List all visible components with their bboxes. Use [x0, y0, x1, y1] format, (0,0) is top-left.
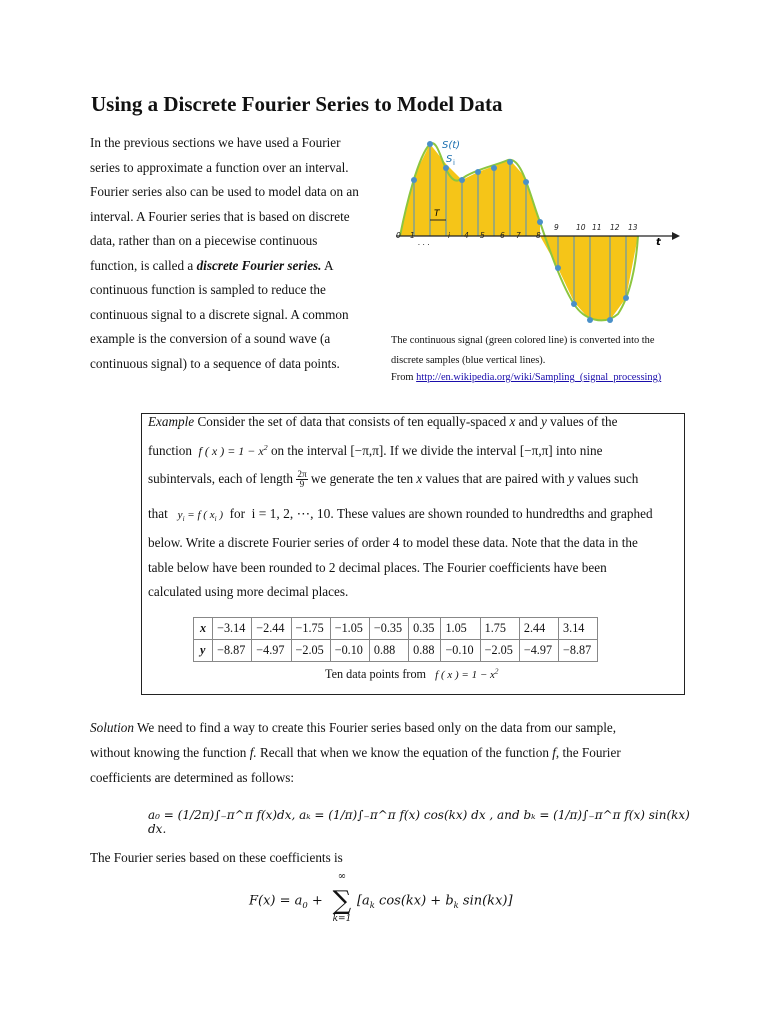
example-line-1 [148, 414, 684, 430]
table-cell: −4.97 [252, 640, 291, 662]
table-cell: −2.44 [252, 618, 291, 640]
tick-label: 11 [592, 223, 602, 232]
tick-label: 9 [554, 223, 559, 232]
sample-point [491, 165, 497, 171]
example-label: Example [148, 414, 195, 429]
caption-line: discrete samples (blue vertical lines). [391, 355, 546, 366]
var-x: x [416, 470, 423, 486]
example-text: for [229, 506, 245, 521]
example-text: that [148, 506, 168, 521]
tick-label: 12 [610, 223, 620, 232]
intro-line: data, rather than on a piecewise continuous [90, 233, 318, 248]
example-line-3 [148, 470, 684, 489]
example-line-7: calculated using more decimal places. [148, 584, 349, 599]
sample-point [427, 141, 433, 147]
yi-formula [177, 509, 223, 524]
intro-paragraph [90, 131, 382, 376]
yi-rest: = f ( x [184, 509, 215, 521]
example-text: values of the [546, 414, 618, 429]
intro-emphasis: discrete Fourier series. [196, 257, 322, 273]
series-cos: cos(kx) + b [374, 893, 454, 909]
intro-line: In the previous sections we have used a Fourier [90, 135, 341, 150]
tick-label: 0 [396, 231, 401, 240]
solution-line-1 [90, 720, 690, 736]
example-text: and [515, 414, 541, 429]
table-cell: −3.14 [213, 618, 252, 640]
series-plus: + [307, 893, 323, 909]
fraction-numerator: 2π [297, 469, 307, 479]
solution-text: We need to find a way to create this Fourier series based only on the data from our sample, [133, 720, 617, 735]
table-cell: −1.75 [291, 618, 330, 640]
sum-top: ∞ [337, 871, 347, 882]
intro-line: continuous signal to a discrete signal. A common [90, 306, 349, 322]
table-row [194, 618, 598, 640]
table-caption-fx: f ( x ) = 1 − x [435, 669, 495, 681]
solution-text: , the Fourier [555, 745, 621, 760]
var-f: f. [249, 745, 257, 760]
example-text: we generate the ten [307, 470, 417, 486]
coefficient-equation: a₀ = (1/2π)∫₋π^π f(x)dx, aₖ = (1/π)∫₋π^π f(x) cos(kx) dx , and bₖ = (1/π)∫₋π^π f(x) sin(kx) dx. [148, 808, 690, 836]
yi-var: y [177, 509, 183, 521]
caption-source [391, 371, 691, 385]
table-cell: 0.35 [409, 618, 441, 640]
example-line-5: below. Write a discrete Fourier series of order 4 to model these data. Note that the data in the [148, 535, 638, 550]
intro-line-text: function, is called a [90, 257, 197, 273]
table-cell: −8.87 [559, 640, 598, 662]
table-cell: 0.88 [369, 640, 408, 662]
intro-line: continuous function is sampled to reduce the [90, 282, 326, 297]
sample-point [411, 177, 417, 183]
tick-label: 10 [576, 223, 586, 232]
solution-text: Recall that when we know the equation of the function [256, 745, 553, 760]
var-x: x [509, 414, 516, 429]
subscript-i: i [182, 515, 185, 524]
var-y: y [567, 470, 574, 486]
intro-line [90, 254, 382, 279]
signal-label: S(t) [442, 140, 461, 151]
table-cell: −1.05 [330, 618, 369, 640]
tick-label: 7 [516, 231, 521, 240]
sample-point [587, 317, 593, 323]
sample-point [537, 219, 543, 225]
example-text: function [148, 443, 192, 458]
example-text: on the interval [−π,π]. If we divide the interval [−π,π] into nine [267, 443, 603, 458]
intro-after: A [321, 257, 334, 273]
example-line-4 [148, 506, 684, 523]
intro-line: example is the conversion of a sound wave (a [90, 331, 331, 346]
table-caption-text: Ten data points from [325, 667, 427, 681]
table-cell: 1.75 [480, 618, 519, 640]
sample-point [507, 159, 513, 165]
table-caption-formula [435, 669, 498, 681]
tick-label: 5 [480, 231, 485, 240]
table-header-y: y [194, 640, 213, 662]
table-header-x: x [194, 618, 213, 640]
solution-line-3: coefficients are determined as follows: [90, 770, 295, 785]
tick-label: 13 [628, 223, 638, 232]
table-cell: −0.10 [441, 640, 480, 662]
subscript-k: k [453, 900, 459, 911]
series-sin: sin(kx)] [458, 893, 513, 909]
period-label: T [434, 209, 440, 219]
example-text: values that are paired with [422, 470, 568, 486]
sample-point [459, 177, 465, 183]
series-rhs: [a [356, 893, 370, 909]
tick-label: i [448, 231, 451, 240]
solution-text: without knowing the function [90, 745, 250, 760]
table-cell: −2.05 [291, 640, 330, 662]
table-cell: 3.14 [559, 618, 598, 640]
table-cell: −2.05 [480, 640, 519, 662]
sample-point [555, 265, 561, 271]
example-text: values such [573, 470, 639, 486]
function-formula-text: f ( x ) = 1 − x [198, 444, 264, 458]
solution-label: Solution [90, 720, 134, 735]
subscript-i: i [214, 515, 217, 524]
intro-line: continuous signal) to a sequence of data points. [90, 355, 340, 371]
example-line-6: table below have been rounded to 2 decimal places. The Fourier coefficients have been [148, 560, 607, 575]
sample-label-subscript: i [453, 159, 455, 167]
sampling-figure [390, 136, 690, 328]
page-title: Using a Discrete Fourier Series to Model Data [91, 92, 503, 116]
solution-line-2 [90, 745, 690, 761]
data-table [193, 617, 598, 662]
table-cell: 0.88 [409, 640, 441, 662]
caption-from: From [391, 372, 417, 383]
sum-bottom: k=1 [332, 914, 352, 924]
table-cell: −4.97 [519, 640, 558, 662]
yi-close: ) [216, 509, 223, 521]
axis-arrow-icon [672, 232, 680, 240]
tick-label: 4 [464, 231, 469, 240]
sigma-icon: ∑ [332, 886, 352, 916]
exponent: 2 [494, 667, 499, 676]
series-lhs: F(x) = a [249, 893, 303, 909]
table-caption [325, 667, 499, 682]
tick-label: 6 [500, 231, 505, 240]
intro-line: Fourier series also can be used to model data on an [90, 184, 359, 199]
table-row [194, 640, 598, 662]
tick-label: 8 [536, 231, 541, 240]
sample-label: S [446, 154, 453, 165]
sample-point [443, 165, 449, 171]
table-cell: 1.05 [441, 618, 480, 640]
intro-line: interval. A Fourier series that is based on discrete [90, 208, 350, 224]
example-text: Consider the set of data that consists of ten equally-spaced [194, 414, 510, 429]
source-link[interactable]: http://en.wikipedia.org/wiki/Sampling_(signal_processing) [416, 372, 662, 383]
example-text: subintervals, each of length [148, 470, 297, 486]
summation [327, 871, 357, 924]
sample-point [623, 295, 629, 301]
intro-line: series to approximate a function over an interval. [90, 159, 349, 175]
function-formula [199, 444, 268, 458]
subscript-0: 0 [302, 900, 308, 911]
var-f: f [552, 745, 556, 760]
table-cell: 2.44 [519, 618, 558, 640]
exponent: 2 [263, 443, 268, 452]
var-y: y [540, 414, 547, 429]
signal-fill-negative [540, 236, 638, 320]
index-range: i = 1, 2, ⋯, 10. [251, 506, 334, 521]
length-fraction [296, 470, 307, 489]
table-cell: −0.35 [369, 618, 408, 640]
sample-point [571, 301, 577, 307]
subscript-k: k [369, 900, 375, 911]
table-cell: −0.10 [330, 640, 369, 662]
time-label: t [656, 237, 661, 248]
figure-caption [391, 331, 691, 385]
sample-point [475, 169, 481, 175]
sample-point [523, 179, 529, 185]
fraction-denominator: 9 [299, 479, 305, 490]
series-intro: The Fourier series based on these coefficients is [90, 850, 343, 865]
series-equation [249, 871, 513, 924]
tick-ellipsis: . . . [418, 238, 430, 247]
example-text: These values are shown rounded to hundredths and graphed [333, 506, 653, 521]
tick-label: 1 [410, 231, 415, 240]
example-line-2 [148, 443, 684, 459]
table-cell: −8.87 [213, 640, 252, 662]
caption-line: The continuous signal (green colored line) is converted into the [391, 335, 655, 346]
sample-point [607, 317, 613, 323]
